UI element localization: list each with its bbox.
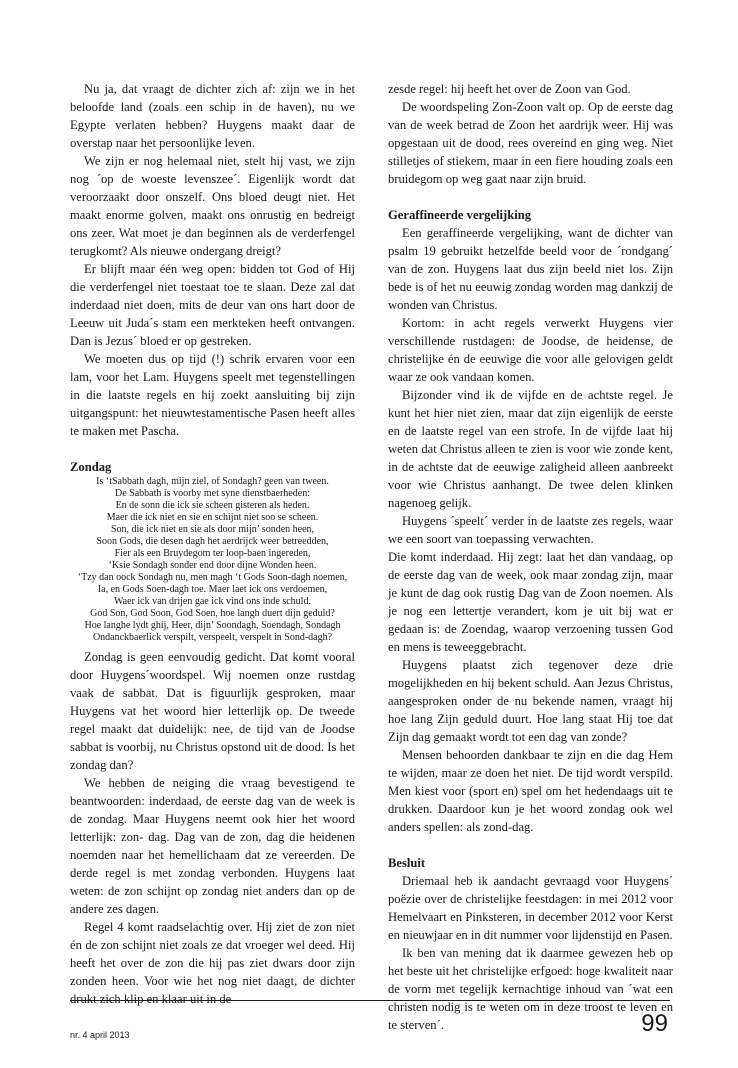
paragraph: Nu ja, dat vraagt de dichter zich af: zijn we in het beloofde land (zoals een schip in de haven), nu we Egypte verlaten hebben? Huygens maakt daar de overstap naar het persoonlijke leven. bbox=[70, 82, 355, 150]
poem-line: De Sabbath is voorby met syne dienstbaerheden: bbox=[115, 488, 310, 499]
section-heading-besluit: Besluit bbox=[388, 856, 426, 870]
right-column bbox=[388, 80, 673, 1034]
paragraph: Er blijft maar één weg open: bidden tot God of Hij die verderfengel niet toestaat toe te slaan. Deze zal dat inderdaad niet doen, mits de deur van ons hart door de Leeuw uit Juda´s stam een merkteken heeft ontvangen. Dan is Jezus´ bloed er op gestreken. bbox=[70, 262, 355, 348]
section-heading-geraffineerde-vergelijking: Geraffineerde vergelijking bbox=[388, 208, 532, 222]
paragraph: Zondag is geen eenvoudig gedicht. Dat komt vooral door Huygens´woordspel. Wij noemen onze rustdag vaak de sabbat. Dat is figuurlijk gesproken, maar Huygens vat het woord hier letterlijk op. De tweede regel maakt dat duidelijk: nee, de tijd van de Joodse sabbat is voorbij, nu Christus opstond uit de dood. Is het zondag dan? bbox=[70, 650, 355, 772]
paragraph: Regel 4 komt raadselachtig over. Hij ziet de zon niet én de zon schijnt niet zoals ze dat vroeger wel deed. Hij heeft het over de zon die hij pas ziet dwars door zijn zonden heen. Voor wie het nog niet daagt, de dichter drukt zich klip en klaar uit in de bbox=[70, 920, 355, 1006]
paragraph: Huygens ´speelt´ verder in de laatste zes regels, waar we een soort van toepassing verwachten. bbox=[388, 514, 673, 546]
footer-divider bbox=[70, 1000, 670, 1001]
poem-line: God Son, God Soon, God Soen, hoe langh duert dijn geduld? bbox=[90, 608, 335, 619]
section-heading-zondag: Zondag bbox=[70, 460, 112, 474]
poem-line: Is ‘tSabbath dagh, mijn ziel, of Sondagh? geen van tween. bbox=[96, 476, 329, 487]
left-column bbox=[70, 80, 355, 1008]
poem-line: Ondanckbaerlick verspilt, verspeelt, verspelt in Sond-dagh? bbox=[92, 632, 333, 643]
paragraph: Huygens plaatst zich tegenover deze drie mogelijkheden en hij bekent schuld. Aan Jezus Christus, aangesproken onder de nu bekende namen, vraagt hij hoe lang Zijn geduld duurt. Hoe lang staat Hij toe dat Zijn dag gemaakt wordt tot een dag van zonde? bbox=[388, 658, 673, 744]
poem-line: Waer ick van drijen gae ick vind ons inde schuld. bbox=[114, 596, 311, 607]
paragraph: De woordspeling Zon-Zoon valt op. Op de eerste dag van de week betrad de Zoon het aardrijk weer. Hij was opgestaan uit de dood, rees overeind en ging weg. Niet stilletjes of stiekem, maar in een fiere houding zoals een bruidegom op weg gaat naar zijn bruid. bbox=[388, 100, 673, 186]
poem-line: Hoe langhe lydt ghij, Heer, dijn’ Soondagh, Soendagh, Sondagh bbox=[84, 620, 341, 631]
page-number: 99 bbox=[641, 1010, 668, 1037]
poem-line: ‘Ksie Sondagh sonder end door dijne Wonden heen. bbox=[108, 560, 317, 571]
poem-line: ‘Tzy dan oock Sondagh nu, men magh ‘t Gods Soon-dagh noemen, bbox=[77, 572, 348, 583]
poem-line: En de sonn die ick sie scheen gisteren als heden. bbox=[115, 500, 310, 511]
paragraph: We moeten dus op tijd (!) schrik ervaren voor een lam, voor het Lam. Huygens speelt met tegenstellingen in die laatste regels en hij zoekt aansluiting bij zijn uitgangspunt: het nieuwtestamentische Pasen heeft alles te maken met Pascha. bbox=[70, 352, 355, 438]
issue-label: nr. 4 april 2013 bbox=[70, 1030, 130, 1040]
paragraph: Kortom: in acht regels verwerkt Huygens vier verschillende rustdagen: de Joodse, de heidense, de christelijke én de eeuwige die voor alle gelovigen geldt waar ze ook vandaan komen. bbox=[388, 316, 673, 384]
poem-line: Fier als een Bruydegom ter loop-baen ingereden, bbox=[114, 548, 311, 559]
paragraph: Die komt inderdaad. Hij zegt: laat het dan vandaag, op de eerste dag van de week, ook maar zondag zijn, maar je kunt de dag ook rustig Dag van de Zoon noemen. Als je nog een lettertje verandert, kom je uit bij wat er gedaan is: de Zoendag, waarop verzoening tussen God en mens is teweeggebracht. bbox=[388, 550, 673, 654]
paragraph: We hebben de neiging die vraag bevestigend te beantwoorden: inderdaad, de eerste dag van de week is de zondag. Maar Huygens neemt ook hier het woord letterlijk: zon- dag. Dag van de zon, dag die heidenen noemden naar het hemellichaam dat ze vereerden. De derde regel is met zondag verbonden. Huygens laat weten: de zon schijnt op zondag niet anders dan op de andere zes dagen. bbox=[70, 776, 355, 916]
paragraph: Mensen behoorden dankbaar te zijn en die dag Hem te wijden, maar ze doen het niet. De tijd wordt verspild. Men kiest voor (sport en) spel om het hedendaags uit te drukken. Daardoor kun je het woord zondag ook wel anders spellen: als zond-dag. bbox=[388, 748, 673, 834]
paragraph: Een geraffineerde vergelijking, want de dichter van psalm 19 gebruikt hetzelfde beeld voor de ´rondgang´ van de zon. Huygens laat dus zijn beeld niet los. Zijn bede is of het nu eeuwig zondag worden mag dankzij de wonden van Christus. bbox=[388, 226, 673, 312]
poem-line: Soon Gods, die desen dagh het aerdrijck weer betreedden, bbox=[96, 536, 329, 547]
paragraph: Bijzonder vind ik de vijfde en de achtste regel. Je kunt het hier niet zien, maar dat zijn eigenlijk de eerste en de laatste regel van een strofe. In de vijfde laat hij weten dat Christus alleen te zien is voor wie zonde kent, in de achtste dat de eeuwige zaligheid alleen aanbreekt voor wie Christus aanhangt. De twee delen klinken nagenoeg gelijk. bbox=[388, 388, 673, 510]
paragraph: We zijn er nog helemaal niet, stelt hij vast, we zijn nog ´op de woeste levenszee´. Eigenlijk wordt dat veroorzaakt door onszelf. Ons bloed deugt niet. Het maakt enorme golven, maakt ons onrustig en bedreigt ons zeer. Wat moet je dan beginnen als de verderfengel terugkomt? Als nieuwe ondergang dreigt? bbox=[70, 154, 355, 258]
poem-line: Maer die ick niet en sie en schijnt niet soo se scheen. bbox=[106, 512, 319, 523]
poem-line: Son, die ick niet en sie als door mijn’ sonden heen, bbox=[110, 524, 315, 535]
poem-zondag bbox=[70, 476, 355, 644]
poem-line: Ia, en Gods Soen-dagh toe. Maer laet ick ons verdoemen, bbox=[97, 584, 328, 595]
paragraph: Driemaal heb ik aandacht gevraagd voor Huygens´ poëzie over de christelijke feestdagen: in mei 2012 voor Hemelvaart en Pinksteren, in december 2012 voor Kerst en nieuwjaar en in dit nummer voor lijdenstijd en Pasen. bbox=[388, 874, 673, 942]
paragraph: Ik ben van mening dat ik daarmee gewezen heb op het beste uit het christelijke erfgoed: hoge kwaliteit naar de vorm met tegelijk kernachtige inhoud van ´wat een christen nodig is te weten om in deze troost te leven en te sterven´. bbox=[388, 946, 673, 1032]
paragraph: zesde regel: hij heeft het over de Zoon van God. bbox=[388, 82, 631, 96]
